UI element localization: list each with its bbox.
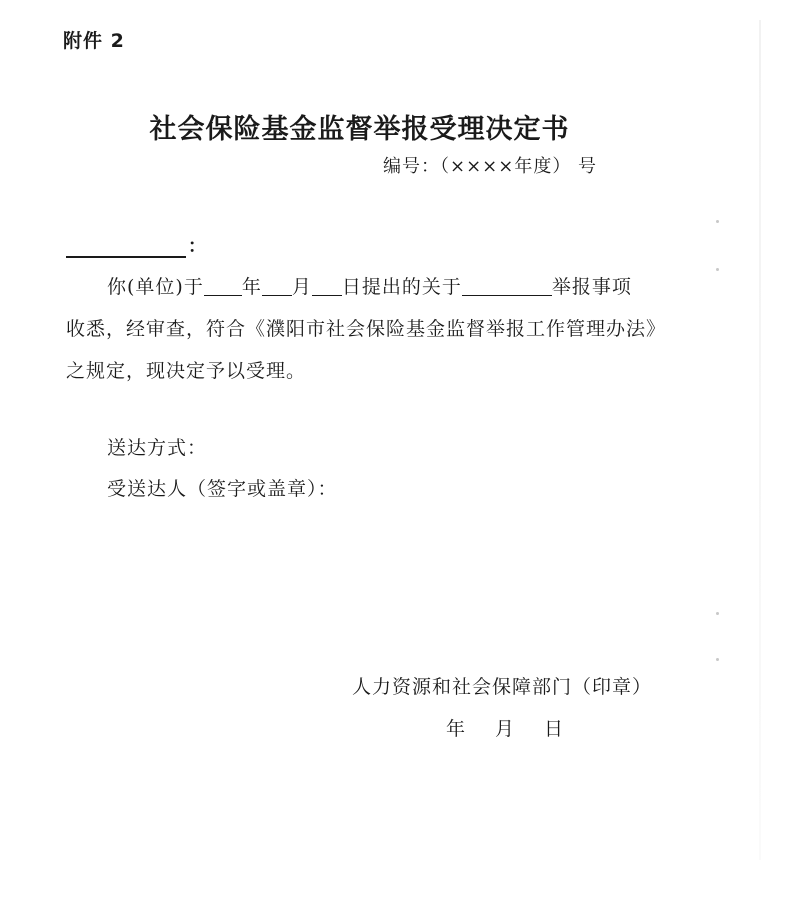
date-day: 日 — [544, 718, 564, 740]
scan-speck — [716, 658, 719, 661]
scan-speck — [716, 268, 719, 271]
document-title: 社会保险基金监督举报受理决定书 — [149, 114, 570, 145]
delivery-method-label: 送达方式： — [107, 437, 208, 459]
body-text-segment: 月 — [291, 276, 312, 298]
issuing-department: 人力资源和社会保障部门（印章） — [352, 676, 653, 698]
month-blank — [262, 275, 292, 296]
body-text-segment: 日提出的关于 — [341, 276, 462, 298]
matter-blank — [462, 275, 552, 296]
document-number: 编号：（××××年度） 号 — [383, 156, 598, 177]
attachment-label: 附件 2 — [63, 30, 125, 52]
year-blank — [204, 275, 242, 296]
page-edge-shadow — [759, 20, 761, 860]
date-month: 月 — [495, 718, 515, 740]
body-line-3: 之规定，现决定予以受理。 — [66, 360, 307, 382]
body-text-segment: 举报事项 — [551, 276, 632, 298]
date-year: 年 — [446, 718, 466, 740]
body-text-segment: 你(单位)于 — [107, 276, 204, 298]
scan-speck — [716, 612, 719, 615]
body-line-1 — [107, 272, 632, 299]
body-line-2: 收悉，经审查，符合《濮阳市社会保险基金监督举报工作管理办法》 — [66, 318, 667, 340]
scan-speck — [716, 220, 719, 223]
addressee-colon: ： — [188, 236, 206, 257]
addressee-line — [66, 232, 206, 258]
body-text-segment: 年 — [241, 276, 262, 298]
addressee-blank — [66, 234, 186, 258]
issue-date — [446, 714, 563, 741]
recipient-signature-label: 受送达人（签字或盖章）： — [107, 478, 338, 500]
day-blank — [312, 275, 342, 296]
